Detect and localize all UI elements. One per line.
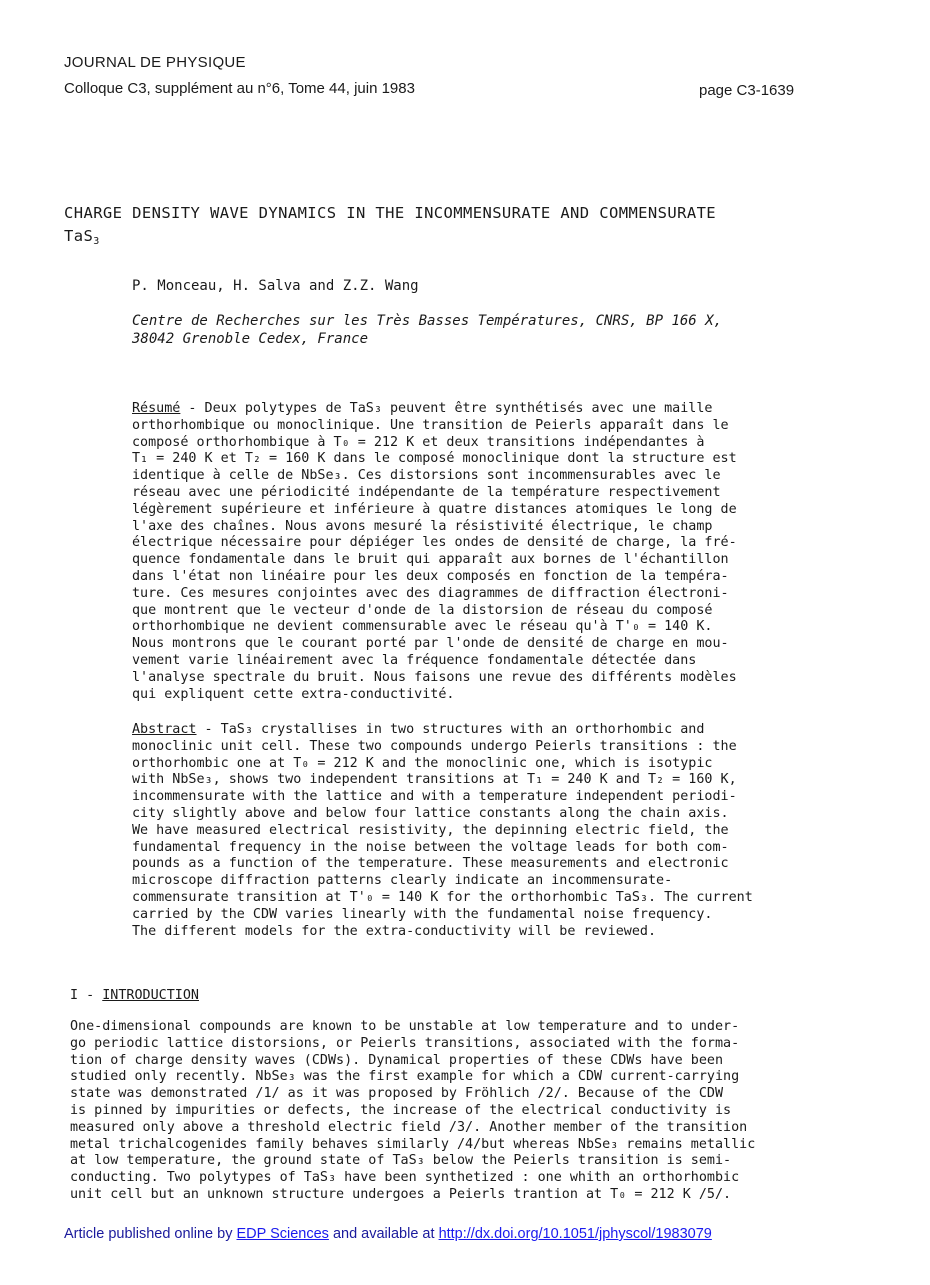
abstract-line: We have measured electrical resistivity, the depinning electric field, the: [132, 822, 729, 838]
intro-line: measured only above a threshold electric field /3/. Another member of the transition: [70, 1119, 748, 1135]
affiliation: [132, 312, 722, 348]
colloque-info: Colloque C3, supplément au n°6, Tome 44, juin 1983: [64, 80, 415, 97]
footer-middle: and available at: [328, 1226, 439, 1242]
resume-line: orthorhombique ou monoclinique. Une transition de Peierls apparaît dans le: [132, 417, 729, 433]
resume-line: T₁ = 240 K et T₂ = 160 K dans le composé monoclinique dont la structure est: [132, 451, 737, 467]
abstract-first-line: Abstract - TaS₃ crystallises in two structures with an orthorhombic and: [132, 722, 705, 737]
resume-line: électrique nécessaire pour dépiéger les ondes de densité de charge, la fré-: [132, 535, 737, 551]
abstract-line: carried by the CDW varies linearly with the fundamental noise frequency.: [132, 906, 713, 922]
abstract-label: Abstract: [132, 722, 197, 737]
affiliation-line: Centre de Recherches sur les Très Basses Températures, CNRS, BP 166 X,: [132, 313, 723, 329]
section-heading: I - INTRODUCTION: [70, 988, 199, 1003]
page-number: page C3-1639: [699, 82, 795, 99]
resume-line: quence fondamentale dans le bruit qui apparaît aux bornes de l'échantillon: [132, 552, 729, 568]
paper-title: [64, 202, 716, 248]
abstract-line: microscope diffraction patterns clearly indicate an incommensurate-: [132, 873, 673, 889]
abstract-line: orthorhombic one at T₀ = 212 K and the monoclinic one, which is isotypic: [132, 755, 713, 771]
abstract-line: fundamental frequency in the noise between the voltage leads for both com-: [132, 839, 729, 855]
abstract-line: commensurate transition at T'₀ = 140 K for the orthorhombic TaS₃. The current: [132, 889, 753, 905]
resume-line: légèrement supérieure et inférieure à quatre distances atomiques le long de: [132, 501, 737, 517]
resume-line: l'analyse spectrale du bruit. Nous faisons une revue des différents modèles: [132, 669, 737, 685]
footer-prefix: Article published online by: [64, 1226, 237, 1242]
intro-line: conducting. Two polytypes of TaS₃ have been synthetized : one whith an orthorhombic: [70, 1170, 740, 1186]
section-title: INTRODUCTION: [102, 988, 199, 1003]
abstract-line: pounds as a function of the temperature. These measurements and electronic: [132, 856, 729, 872]
publication-footer: [64, 1226, 712, 1242]
title-line-1: CHARGE DENSITY WAVE DYNAMICS IN THE INCOMMENSURATE AND COMMENSURATE: [64, 204, 717, 222]
intro-line: state was demonstrated /1/ as it was proposed by Fröhlich /2/. Because of the CDW: [70, 1086, 724, 1102]
resume-line: composé orthorhombique à T₀ = 212 K et deux transitions indépendantes à: [132, 434, 705, 450]
resume-line: que montrent que le vecteur d'onde de la distorsion de réseau du composé: [132, 602, 713, 618]
abstract-line: monoclinic unit cell. These two compounds undergo Peierls transitions : the: [132, 738, 737, 754]
title-line-2: TaS$_3$: [64, 227, 100, 247]
publisher-link[interactable]: EDP Sciences: [236, 1226, 329, 1242]
intro-line: at low temperature, the ground state of TaS₃ below the Peierls transition is semi-: [70, 1153, 732, 1169]
introduction-paragraph: [70, 1019, 755, 1204]
abstract-line: with NbSe₃, shows two independent transitions at T₁ = 240 K and T₂ = 160 K,: [132, 772, 737, 788]
resume-line: ture. Ces mesures conjointes avec des diagrammes de diffraction électroni-: [132, 585, 729, 601]
abstract-paragraph: [132, 722, 753, 940]
resume-line: réseau avec une périodicité indépendante de la température respectivement: [132, 484, 721, 500]
resume-label: Résumé: [132, 401, 181, 416]
intro-line: go periodic lattice distorsions, or Peierls transitions, associated with the forma-: [70, 1035, 740, 1051]
abstract-line: The different models for the extra-conductivity will be reviewed.: [132, 923, 657, 939]
resume-line: vement varie linéairement avec la fréquence fondamentale détectée dans: [132, 652, 697, 668]
journal-name: JOURNAL DE PHYSIQUE: [64, 54, 246, 71]
intro-line: unit cell but an unknown structure undergoes a Peierls trantion at T₀ = 212 K /5/.: [70, 1186, 732, 1202]
resume-line: l'axe des chaînes. Nous avons mesuré la résistivité électrique, le champ: [132, 518, 713, 534]
abstract-line: city slightly above and below four lattice constants along the chain axis.: [132, 805, 729, 821]
authors: P. Monceau, H. Salva and Z.Z. Wang: [132, 278, 419, 294]
intro-line: One-dimensional compounds are known to be unstable at low temperature and to under-: [70, 1019, 740, 1034]
intro-line: is pinned by impurities or defects, the increase of the electrical conductivity is: [70, 1102, 732, 1118]
resume-line: qui expliquent cette extra-conductivité.: [132, 686, 455, 702]
resume-line: identique à celle de NbSe₃. Ces distorsions sont incommensurables avec le: [132, 468, 721, 484]
resume-line: dans l'état non linéaire pour les deux composés en fonction de la tempéra-: [132, 568, 729, 584]
affiliation-line: 38042 Grenoble Cedex, France: [132, 331, 369, 347]
intro-line: studied only recently. NbSe₃ was the first example for which a CDW current-carrying: [70, 1069, 740, 1085]
intro-line: tion of charge density waves (CDWs). Dynamical properties of these CDWs have been: [70, 1052, 724, 1068]
doi-link[interactable]: http://dx.doi.org/10.1051/jphyscol/1983079: [438, 1226, 712, 1242]
intro-line: metal trichalcogenides family behaves similarly /4/but whereas NbSe₃ remains metallic: [70, 1136, 756, 1152]
abstract-line: incommensurate with the lattice and with a temperature independent periodi-: [132, 789, 737, 805]
resume-line: Nous montrons que le courant porté par l'onde de densité de charge en mou-: [132, 636, 729, 652]
resume-first-line: Résumé - Deux polytypes de TaS₃ peuvent être synthétisés avec une maille: [132, 401, 713, 416]
resume-line: orthorhombique ne devient commensurable avec le réseau qu'à T'₀ = 140 K.: [132, 619, 713, 635]
resume-paragraph: [132, 401, 737, 703]
